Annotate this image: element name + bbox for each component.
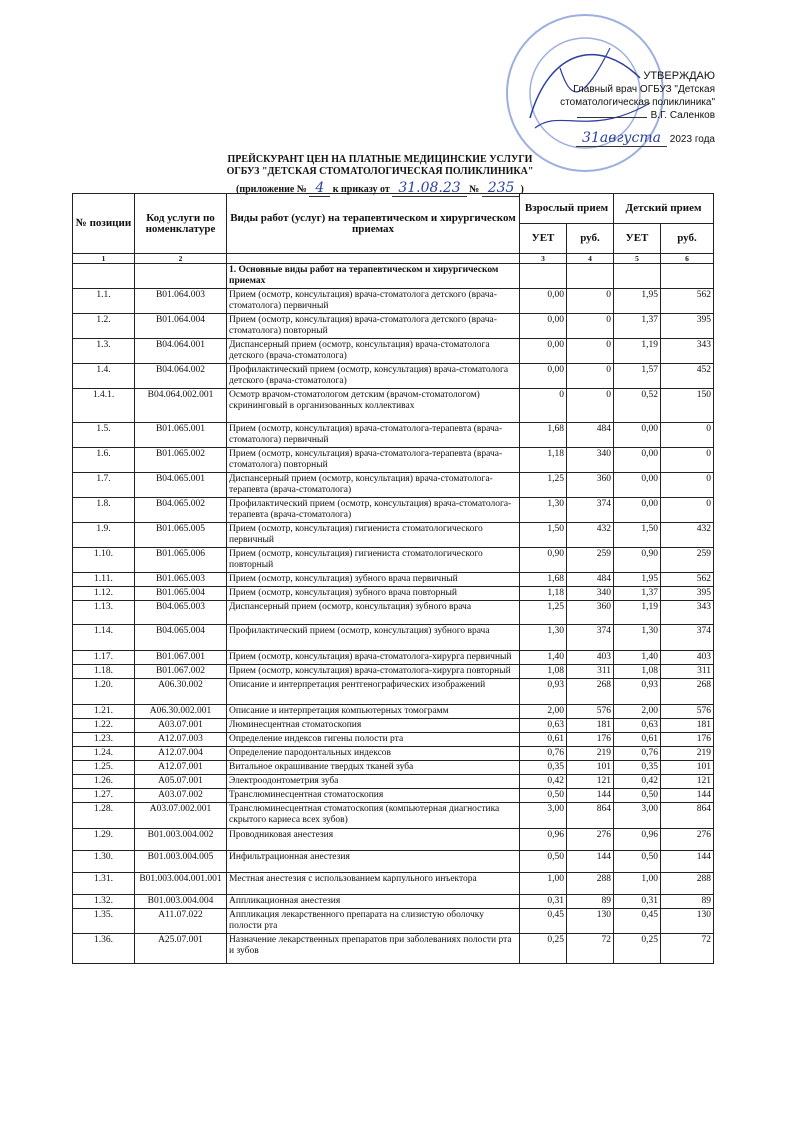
cell-service-name: Аппликационная анестезия [227, 895, 520, 909]
cell-child-uet: 1,95 [614, 289, 661, 314]
cell-child-uet: 0,25 [614, 934, 661, 964]
title-line-1: ПРЕЙСКУРАНТ ЦЕН НА ПЛАТНЫЕ МЕДИЦИНСКИЕ УСЛУГИ [227, 154, 533, 165]
cell-service-name: Определение индексов гигены полости рта [227, 733, 520, 747]
cell-child-rub: 144 [661, 789, 714, 803]
cell-service-name: Прием (осмотр, консультация) гигиениста стоматологического первичный [227, 523, 520, 548]
cell-child-rub: 72 [661, 934, 714, 964]
cell-position: 1.26. [73, 775, 135, 789]
cell-child-rub: 343 [661, 601, 714, 625]
cell-child-uet: 1,30 [614, 625, 661, 651]
table-row [73, 895, 714, 909]
cell-position: 1.4. [73, 364, 135, 389]
col-number: 4 [567, 254, 614, 264]
cell-position: 1.11. [73, 573, 135, 587]
approval-signatory: В.Г. Саленков [650, 110, 715, 121]
cell-child-uet: 2,00 [614, 705, 661, 719]
cell-code: В04.065.004 [135, 625, 227, 651]
cell-child-uet: 1,19 [614, 601, 661, 625]
cell-adult-uet: 0,45 [520, 909, 567, 934]
cell-child-uet: 0,96 [614, 829, 661, 851]
cell-child-rub: 576 [661, 705, 714, 719]
cell-child-rub: 395 [661, 314, 714, 339]
cell-adult-rub: 403 [567, 651, 614, 665]
cell-adult-uet: 1,40 [520, 651, 567, 665]
table-row [73, 498, 714, 523]
cell-position: 1.7. [73, 473, 135, 498]
cell-code: А05.07.001 [135, 775, 227, 789]
cell-adult-uet: 0,00 [520, 364, 567, 389]
cell-service-name: Диспансерный прием (осмотр, консультация) врача-стоматолога детского (врача-стоматолога) [227, 339, 520, 364]
cell-service-name: Описание и интерпретация рентгенографических изображений [227, 679, 520, 705]
cell-adult-uet: 0,50 [520, 789, 567, 803]
cell-child-rub: 259 [661, 548, 714, 573]
cell-service-name: Осмотр врачом-стоматологом детским (врачом-стоматологом) скрининговый в организованных коллективах [227, 389, 520, 423]
cell-position: 1.28. [73, 803, 135, 829]
cell-adult-uet: 1,68 [520, 423, 567, 448]
header-adult-uet: УЕТ [520, 224, 567, 254]
cell-adult-rub: 130 [567, 909, 614, 934]
cell-adult-uet: 0,00 [520, 289, 567, 314]
cell-adult-uet: 1,30 [520, 498, 567, 523]
header-adult-rub: руб. [567, 224, 614, 254]
table-row [73, 775, 714, 789]
cell-service-name: Назначение лекарственных препаратов при заболеваниях полости рта и зубов [227, 934, 520, 964]
cell-code: В01.065.001 [135, 423, 227, 448]
cell-code: А06.30.002.001 [135, 705, 227, 719]
cell-code: В01.065.004 [135, 587, 227, 601]
table-row [73, 789, 714, 803]
cell-child-rub: 0 [661, 423, 714, 448]
cell-service-name: Диспансерный прием (осмотр, консультация) зубного врача [227, 601, 520, 625]
cell-service-name: Аппликация лекарственного препарата на слизистую оболочку полости рта [227, 909, 520, 934]
table-row [73, 587, 714, 601]
cell-code: В01.065.005 [135, 523, 227, 548]
cell-position: 1.21. [73, 705, 135, 719]
col-number: 2 [135, 254, 227, 264]
table-row [73, 548, 714, 573]
header-child-rub: руб. [661, 224, 714, 254]
col-number: 1 [73, 254, 135, 264]
table-row [73, 934, 714, 964]
cell-child-uet: 1,08 [614, 665, 661, 679]
cell-child-rub: 268 [661, 679, 714, 705]
cell-position: 1.6. [73, 448, 135, 473]
cell-child-uet: 0,63 [614, 719, 661, 733]
cell-adult-rub: 360 [567, 601, 614, 625]
cell-position: 1.22. [73, 719, 135, 733]
table-row [73, 423, 714, 448]
cell-child-rub: 562 [661, 289, 714, 314]
cell-adult-uet: 0,31 [520, 895, 567, 909]
table-row [73, 651, 714, 665]
cell-child-rub: 864 [661, 803, 714, 829]
cell-child-rub: 395 [661, 587, 714, 601]
cell-service-name: Прием (осмотр, консультация) гигиениста стоматологического повторный [227, 548, 520, 573]
cell-code: В01.064.003 [135, 289, 227, 314]
cell-service-name: Электроодонтометрия зуба [227, 775, 520, 789]
cell-child-uet: 1,50 [614, 523, 661, 548]
cell-code: А06.30.002 [135, 679, 227, 705]
cell-adult-uet: 1,18 [520, 448, 567, 473]
cell-adult-uet: 0 [520, 389, 567, 423]
appendix-number: 4 [309, 180, 330, 197]
cell-adult-rub: 176 [567, 733, 614, 747]
approval-date-handwritten: 31августа [576, 130, 667, 147]
col-number: 5 [614, 254, 661, 264]
cell-adult-rub: 268 [567, 679, 614, 705]
cell-adult-rub: 144 [567, 851, 614, 873]
table-row [73, 679, 714, 705]
cell-code: В01.065.003 [135, 573, 227, 587]
table-row [73, 851, 714, 873]
cell-child-uet: 0,31 [614, 895, 661, 909]
approval-heading: УТВЕРЖДАЮ [643, 70, 715, 82]
cell-adult-uet: 1,18 [520, 587, 567, 601]
table-row [73, 289, 714, 314]
cell-adult-rub: 181 [567, 719, 614, 733]
table-row [73, 389, 714, 423]
cell-adult-uet: 1,08 [520, 665, 567, 679]
cell-adult-uet: 0,76 [520, 747, 567, 761]
cell-service-name: Трансл​юминесцентная стоматоскопия (компьютерная диагностика скрытого кариеса всех зубов) [227, 803, 520, 829]
cell-adult-rub: 360 [567, 473, 614, 498]
cell-child-rub: 219 [661, 747, 714, 761]
cell-service-name: Местная анестезия с использованием карпульного инъектора [227, 873, 520, 895]
cell-service-name: Прием (осмотр, консультация) врача-стоматолога детского (врача-стоматолога) первичный [227, 289, 520, 314]
cell-adult-uet: 0,63 [520, 719, 567, 733]
cell-service-name: Прием (осмотр, консультация) врача-стоматолога-терапевта (врача-стоматолога) повторный [227, 448, 520, 473]
cell-child-uet: 1,95 [614, 573, 661, 587]
cell-position: 1.36. [73, 934, 135, 964]
cell-adult-uet: 3,00 [520, 803, 567, 829]
cell-child-rub: 176 [661, 733, 714, 747]
cell-code: В01.064.004 [135, 314, 227, 339]
table-row [73, 829, 714, 851]
cell-code: В01.067.001 [135, 651, 227, 665]
table-row [73, 803, 714, 829]
cell-adult-uet: 0,00 [520, 314, 567, 339]
cell-adult-rub: 0 [567, 339, 614, 364]
cell-child-uet: 3,00 [614, 803, 661, 829]
cell-service-name: Витальное окрашивание твердых тканей зуба [227, 761, 520, 775]
cell-adult-rub: 121 [567, 775, 614, 789]
cell-position: 1.9. [73, 523, 135, 548]
cell-adult-uet: 1,50 [520, 523, 567, 548]
cell-child-uet: 1,40 [614, 651, 661, 665]
table-row [73, 747, 714, 761]
cell-position: 1.25. [73, 761, 135, 775]
col-number: 6 [661, 254, 714, 264]
cell-child-uet: 0,93 [614, 679, 661, 705]
cell-child-rub: 432 [661, 523, 714, 548]
table-row [73, 601, 714, 625]
cell-position: 1.24. [73, 747, 135, 761]
cell-code: В04.065.001 [135, 473, 227, 498]
cell-adult-rub: 432 [567, 523, 614, 548]
cell-code: А03.07.002 [135, 789, 227, 803]
table-row [73, 473, 714, 498]
table-row [73, 909, 714, 934]
cell-position: 1.35. [73, 909, 135, 934]
cell-code: В04.064.002.001 [135, 389, 227, 423]
cell-adult-rub: 0 [567, 289, 614, 314]
cell-code: В01.065.002 [135, 448, 227, 473]
cell-code: В04.065.002 [135, 498, 227, 523]
approval-line-2: стоматологическая поликлиника" [560, 97, 715, 108]
order-text: к приказу от [332, 184, 390, 195]
cell-child-rub: 150 [661, 389, 714, 423]
cell-adult-uet: 0,90 [520, 548, 567, 573]
cell-position: 1.14. [73, 625, 135, 651]
cell-service-name: Трансл​юминесцентная стоматоскопия [227, 789, 520, 803]
cell-position: 1.17. [73, 651, 135, 665]
section-title: 1. Основные виды работ на терапевтическом и хирургическом приемах [227, 264, 520, 289]
cell-adult-uet: 0,61 [520, 733, 567, 747]
cell-code: В01.003.004.002 [135, 829, 227, 851]
cell-child-rub: 276 [661, 829, 714, 851]
cell-position: 1.32. [73, 895, 135, 909]
cell-position: 1.13. [73, 601, 135, 625]
cell-child-uet: 0,76 [614, 747, 661, 761]
appendix-prefix: (приложение № [236, 184, 307, 195]
signature-line [577, 117, 647, 118]
cell-adult-uet: 0,35 [520, 761, 567, 775]
cell-service-name: Профилактический прием (осмотр, консультация) врача-стоматолога-терапевта (врача-стоматолога) [227, 498, 520, 523]
table-row [73, 873, 714, 895]
cell-child-rub: 181 [661, 719, 714, 733]
approval-block [560, 70, 715, 146]
cell-service-name: Определение пародонтальных индексов [227, 747, 520, 761]
cell-child-rub: 0 [661, 498, 714, 523]
cell-adult-uet: 0,25 [520, 934, 567, 964]
cell-child-uet: 0,50 [614, 789, 661, 803]
cell-service-name: Прием (осмотр, консультация) зубного врача первичный [227, 573, 520, 587]
cell-child-uet: 0,61 [614, 733, 661, 747]
table-row [73, 665, 714, 679]
cell-adult-rub: 0 [567, 389, 614, 423]
cell-position: 1.2. [73, 314, 135, 339]
cell-child-uet: 1,00 [614, 873, 661, 895]
cell-child-uet: 0,90 [614, 548, 661, 573]
cell-code: В01.003.004.004 [135, 895, 227, 909]
cell-position: 1.8. [73, 498, 135, 523]
cell-adult-rub: 259 [567, 548, 614, 573]
cell-code: В01.003.004.005 [135, 851, 227, 873]
cell-child-uet: 0,00 [614, 498, 661, 523]
cell-adult-rub: 219 [567, 747, 614, 761]
cell-service-name: Диспансерный прием (осмотр, консультация) врача-стоматолога-терапевта (врача-стоматолога) [227, 473, 520, 498]
cell-child-rub: 0 [661, 473, 714, 498]
cell-adult-rub: 144 [567, 789, 614, 803]
cell-adult-rub: 288 [567, 873, 614, 895]
cell-adult-uet: 0,00 [520, 339, 567, 364]
table-row [73, 733, 714, 747]
cell-service-name: Инфильтрационная анестезия [227, 851, 520, 873]
cell-child-uet: 1,57 [614, 364, 661, 389]
cell-code: В01.003.004.001.001 [135, 873, 227, 895]
cell-child-uet: 0,45 [614, 909, 661, 934]
cell-code: А12.07.001 [135, 761, 227, 775]
cell-child-uet: 0,50 [614, 851, 661, 873]
cell-adult-uet: 2,00 [520, 705, 567, 719]
cell-child-rub: 343 [661, 339, 714, 364]
cell-position: 1.31. [73, 873, 135, 895]
cell-child-uet: 0,35 [614, 761, 661, 775]
table-row [73, 364, 714, 389]
price-rows [73, 289, 714, 964]
cell-service-name: Профилактический прием (осмотр, консультация) зубного врача [227, 625, 520, 651]
cell-code: В04.065.003 [135, 601, 227, 625]
cell-position: 1.5. [73, 423, 135, 448]
document-title [180, 154, 580, 178]
cell-child-rub: 311 [661, 665, 714, 679]
cell-child-rub: 288 [661, 873, 714, 895]
cell-adult-rub: 374 [567, 498, 614, 523]
cell-adult-rub: 72 [567, 934, 614, 964]
cell-adult-uet: 1,25 [520, 473, 567, 498]
cell-adult-uet: 1,30 [520, 625, 567, 651]
cell-code: В01.065.006 [135, 548, 227, 573]
cell-child-rub: 101 [661, 761, 714, 775]
cell-code: В01.067.002 [135, 665, 227, 679]
cell-code: А12.07.003 [135, 733, 227, 747]
cell-service-name: Проводниковая анестезия [227, 829, 520, 851]
cell-adult-rub: 276 [567, 829, 614, 851]
table-row [73, 573, 714, 587]
cell-child-rub: 144 [661, 851, 714, 873]
col-number [227, 254, 520, 264]
cell-adult-uet: 0,50 [520, 851, 567, 873]
cell-child-uet: 0,00 [614, 423, 661, 448]
cell-child-rub: 452 [661, 364, 714, 389]
cell-adult-uet: 0,93 [520, 679, 567, 705]
cell-position: 1.10. [73, 548, 135, 573]
cell-position: 1.4.1. [73, 389, 135, 423]
cell-position: 1.20. [73, 679, 135, 705]
cell-service-name: Прием (осмотр, консультация) врача-стоматолога детского (врача-стоматолога) повторный [227, 314, 520, 339]
cell-adult-rub: 864 [567, 803, 614, 829]
header-code: Код услуги по номенклатуре [135, 194, 227, 254]
cell-adult-uet: 1,00 [520, 873, 567, 895]
cell-code: А25.07.001 [135, 934, 227, 964]
cell-child-rub: 0 [661, 448, 714, 473]
cell-child-rub: 562 [661, 573, 714, 587]
cell-child-rub: 403 [661, 651, 714, 665]
cell-service-name: Прием (осмотр, консультация) врача-стоматолога-терапевта (врача-стоматолога) первичный [227, 423, 520, 448]
cell-adult-rub: 374 [567, 625, 614, 651]
cell-adult-rub: 484 [567, 573, 614, 587]
cell-adult-rub: 101 [567, 761, 614, 775]
cell-position: 1.1. [73, 289, 135, 314]
cell-code: А12.07.004 [135, 747, 227, 761]
cell-adult-uet: 1,25 [520, 601, 567, 625]
cell-position: 1.3. [73, 339, 135, 364]
cell-child-rub: 374 [661, 625, 714, 651]
cell-service-name: Прием (осмотр, консультация) врача-стоматолога-хирурга первичный [227, 651, 520, 665]
cell-child-rub: 130 [661, 909, 714, 934]
cell-service-name: Описание и интерпретация компьютерных томограмм [227, 705, 520, 719]
table-row [73, 314, 714, 339]
header-child: Детский прием [614, 194, 714, 224]
cell-child-uet: 0,00 [614, 473, 661, 498]
order-no-label: № [469, 184, 480, 195]
cell-child-uet: 0,00 [614, 448, 661, 473]
cell-code: А03.07.001 [135, 719, 227, 733]
cell-service-name: Профилактический прием (осмотр, консультация) врача-стоматолога детского (врача-стоматолога) [227, 364, 520, 389]
cell-child-uet: 1,37 [614, 587, 661, 601]
cell-adult-rub: 340 [567, 448, 614, 473]
cell-code: А11.07.022 [135, 909, 227, 934]
header-service-name: Виды работ (услуг) на терапевтическом и хирургическом приемах [227, 194, 520, 254]
cell-adult-rub: 311 [567, 665, 614, 679]
cell-adult-rub: 0 [567, 364, 614, 389]
cell-adult-uet: 1,68 [520, 573, 567, 587]
cell-code: А03.07.002.001 [135, 803, 227, 829]
table-row [73, 625, 714, 651]
cell-child-uet: 1,19 [614, 339, 661, 364]
title-line-2: ОГБУЗ "ДЕТСКАЯ СТОМАТОЛОГИЧЕСКАЯ ПОЛИКЛИНИКА" [226, 166, 534, 177]
cell-adult-uet: 0,96 [520, 829, 567, 851]
table-row [73, 719, 714, 733]
cell-adult-rub: 89 [567, 895, 614, 909]
header-adult: Взрослый прием [520, 194, 614, 224]
cell-position: 1.29. [73, 829, 135, 851]
appendix-close: ) [520, 184, 524, 195]
header-position: № позиции [73, 194, 135, 254]
cell-adult-rub: 0 [567, 314, 614, 339]
table-row [73, 761, 714, 775]
price-table [72, 193, 714, 964]
cell-adult-rub: 340 [567, 587, 614, 601]
cell-child-rub: 121 [661, 775, 714, 789]
cell-adult-uet: 0,42 [520, 775, 567, 789]
cell-position: 1.12. [73, 587, 135, 601]
cell-code: В04.064.001 [135, 339, 227, 364]
cell-child-rub: 89 [661, 895, 714, 909]
cell-code: В04.064.002 [135, 364, 227, 389]
cell-position: 1.27. [73, 789, 135, 803]
approval-line-1: Главный врач ОГБУЗ "Детская [573, 84, 715, 95]
cell-child-uet: 0,52 [614, 389, 661, 423]
order-date: 31.08.23 [392, 180, 466, 197]
order-number: 235 [482, 180, 521, 197]
table-row [73, 523, 714, 548]
cell-position: 1.30. [73, 851, 135, 873]
cell-child-uet: 0,42 [614, 775, 661, 789]
table-row [73, 705, 714, 719]
approval-date-suffix: 2023 года [669, 134, 715, 145]
cell-service-name: Прием (осмотр, консультация) зубного врача повторный [227, 587, 520, 601]
cell-position: 1.23. [73, 733, 135, 747]
cell-service-name: Люминесцентная стоматоскопия [227, 719, 520, 733]
cell-position: 1.18. [73, 665, 135, 679]
cell-adult-rub: 484 [567, 423, 614, 448]
header-child-uet: УЕТ [614, 224, 661, 254]
cell-service-name: Прием (осмотр, консультация) врача-стоматолога-хирурга повторный [227, 665, 520, 679]
table-row [73, 339, 714, 364]
cell-adult-rub: 576 [567, 705, 614, 719]
cell-child-uet: 1,37 [614, 314, 661, 339]
table-row [73, 448, 714, 473]
col-number: 3 [520, 254, 567, 264]
